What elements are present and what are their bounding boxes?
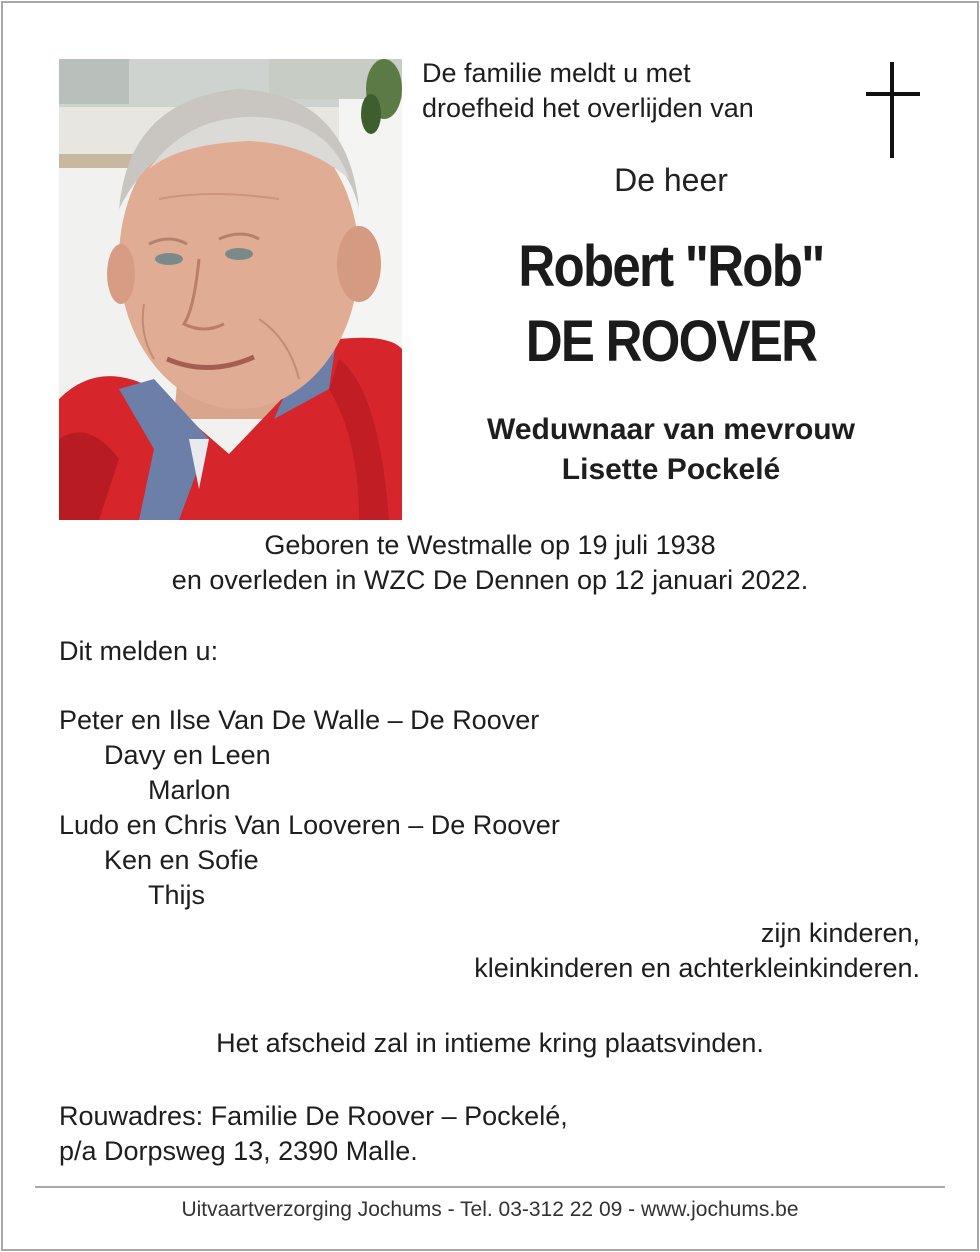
footer-divider (35, 1186, 945, 1188)
relation-line-1: zijn kinderen, (760, 918, 920, 948)
deceased-name-line-2: DE ROOVER (525, 309, 817, 374)
funeral-home-footer: Uitvaartverzorging Jochums - Tel. 03-312 22 09 - www.jochums.be (181, 1198, 799, 1221)
intro-text (422, 56, 842, 126)
widow-info (400, 410, 942, 490)
announcement: Dit melden u: (59, 636, 219, 666)
family-member: Peter en Ilse Van De Walle – De Roover (59, 705, 540, 735)
family-member: Thijs (148, 880, 206, 910)
portrait-photo (59, 59, 402, 520)
widow-line-1: Weduwnaar van mevrouw (487, 413, 855, 446)
family-member: Ken en Sofie (104, 845, 259, 875)
born-line: Geboren te Westmalle op 19 juli 1938 (264, 530, 716, 560)
relation-text (474, 916, 920, 986)
relation-line-2: kleinkinderen en achterkleinkinderen. (474, 953, 920, 983)
family-member: Ludo en Chris Van Looveren – De Roover (59, 810, 560, 840)
life-dates (0, 528, 980, 598)
deceased-name-line-1: Robert "Rob" (518, 234, 824, 299)
cross-icon (864, 62, 922, 160)
family-list (59, 703, 560, 913)
honorific: De heer (614, 162, 728, 198)
intro-line-2: droefheid het overlijden van (422, 93, 754, 123)
farewell-text: Het afscheid zal in intieme kring plaatsvinden. (216, 1028, 764, 1058)
mourning-address (59, 1099, 568, 1169)
deceased-name (433, 229, 910, 379)
address-line-1: Rouwadres: Familie De Roover – Pockelé, (59, 1101, 568, 1131)
family-member: Marlon (148, 775, 231, 805)
widow-line-2: Lisette Pockelé (561, 453, 781, 486)
family-member: Davy en Leen (104, 740, 271, 770)
died-line: en overleden in WZC De Dennen op 12 januari 2022. (171, 565, 809, 595)
intro-line-1: De familie meldt u met (422, 58, 691, 88)
address-line-2: p/a Dorpsweg 13, 2390 Malle. (59, 1136, 418, 1166)
